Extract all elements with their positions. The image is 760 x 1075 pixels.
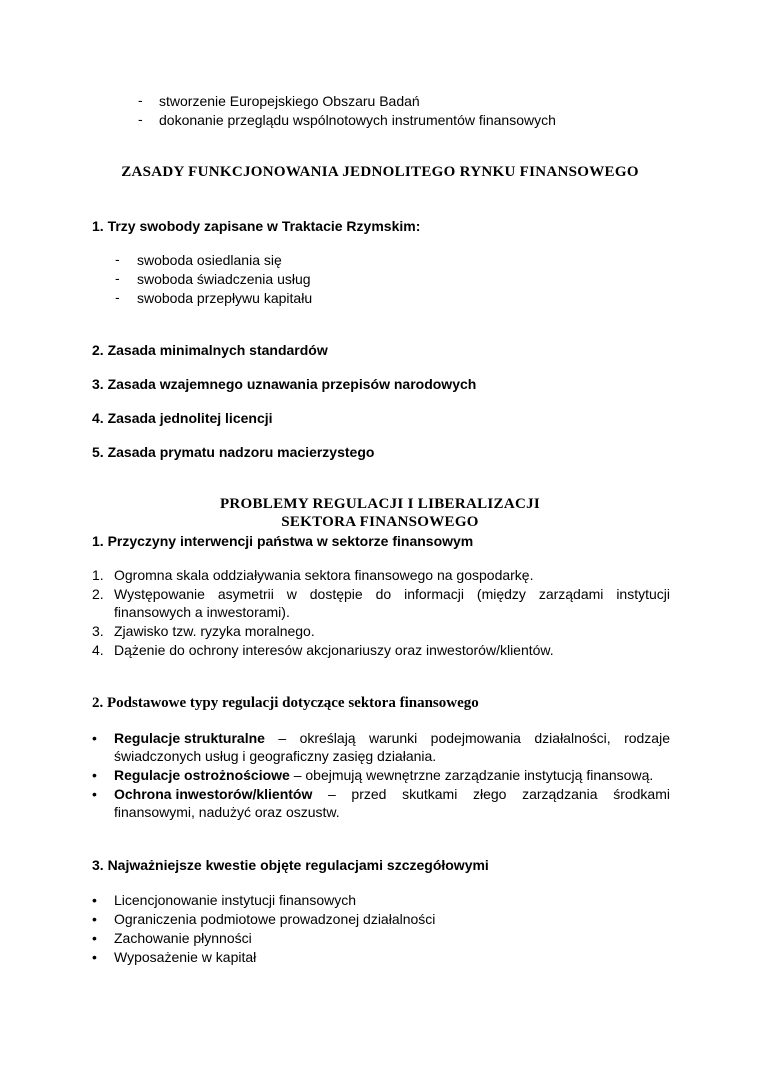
bullet-marker: • [92,949,97,965]
reason-item-continuation: finansowych a inwestorami). [114,604,290,620]
regulation-description: – określają warunki podejmowania działalności, rodzaje [264,730,670,746]
reason-item: Występowanie asymetrii w dostępie do informacji (między zarządami instytucji [114,586,670,602]
issue-item: Licencjonowanie instytucji finansowych [114,892,357,908]
dash-marker: - [115,270,120,286]
list-item: stworzenie Europejskiego Obszaru Badań [159,93,420,109]
bullet-marker: • [92,767,97,783]
regulation-item [114,766,653,784]
regulation-term: Ochrona inwestorów/klientów [114,786,313,802]
freedom-item: swoboda świadczenia usług [137,271,311,287]
regulation-description-continuation: świadczonych usług i geograficzny zasięg działania. [114,748,437,764]
section-title: SEKTORA FINANSOWEGO [281,514,479,530]
freedom-item: swoboda osiedlania się [137,252,282,268]
list-item: dokonanie przeglądu wspólnotowych instrumentów finansowych [159,112,556,128]
principle-heading: 3. Zasada wzajemnego uznawania przepisów narodowych [92,376,477,392]
issue-item: Wyposażenie w kapitał [114,949,257,965]
issue-item: Zachowanie płynności [114,930,252,946]
list-number: 2. [92,586,104,602]
dash-marker: - [138,92,143,108]
regulation-item [114,729,670,747]
list-number: 3. [92,623,104,639]
regulation-item [114,785,670,803]
bullet-marker: • [92,930,97,946]
subsection-heading: 3. Najważniejsze kwestie objęte regulacjami szczegółowymi [92,857,489,873]
list-number: 1. [92,567,104,583]
regulation-term: Regulacje strukturalne [114,730,265,746]
section-title: PROBLEMY REGULACJI I LIBERALIZACJI [219,496,541,512]
regulation-description: – obejmują wewnętrzne zarządzanie instytucją finansową. [289,767,654,783]
principle-heading: 5. Zasada prymatu nadzoru macierzystego [92,444,375,460]
principle-heading: 2. Zasada minimalnych standardów [92,342,328,358]
subsection-heading: 1. Przyczyny interwencji państwa w sektorze finansowym [92,533,474,549]
reason-item: Zjawisko tzw. ryzyka moralnego. [114,623,315,639]
dash-marker: - [115,289,120,305]
principle-heading: 1. Trzy swobody zapisane w Traktacie Rzymskim: [92,218,421,234]
dash-marker: - [138,111,143,127]
regulation-term: Regulacje ostrożnościowe [114,767,290,783]
bullet-marker: • [92,911,97,927]
bullet-marker: • [92,786,97,802]
dash-marker: - [115,251,120,267]
subsection-heading: 2. Podstawowe typy regulacji dotyczące sektora finansowego [92,695,479,711]
issue-item: Ograniczenia podmiotowe prowadzonej działalności [114,911,436,927]
list-number: 4. [92,642,104,658]
bullet-marker: • [92,892,97,908]
bullet-marker: • [92,730,97,746]
regulation-description: – przed skutkami złego zarządzania środkami [312,786,670,802]
regulation-description-continuation: finansowymi, nadużyć oraz oszustw. [114,804,340,820]
reason-item: Ogromna skala oddziaływania sektora finansowego na gospodarkę. [114,567,534,583]
section-title: ZASADY FUNKCJONOWANIA JEDNOLITEGO RYNKU FINANSOWEGO [121,164,639,180]
freedom-item: swoboda przepływu kapitału [137,290,313,306]
reason-item: Dążenie do ochrony interesów akcjonariuszy oraz inwestorów/klientów. [114,642,554,658]
principle-heading: 4. Zasada jednolitej licencji [92,410,273,426]
